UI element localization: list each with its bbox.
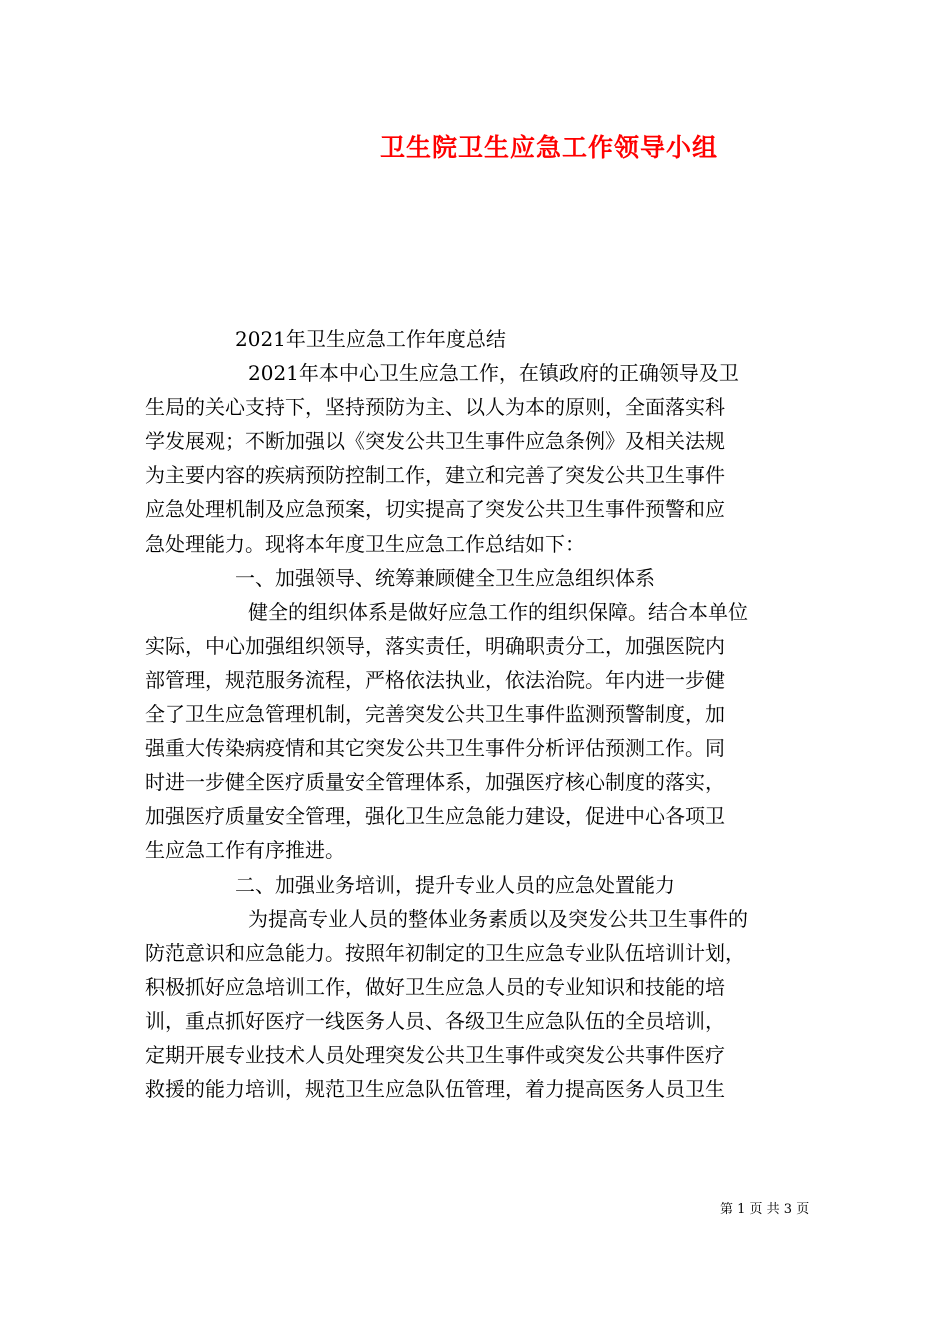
section-heading: 二、加强业务培训，提升专业人员的应急处置能力 xyxy=(235,872,675,897)
paragraph-line: 健全的组织体系是做好应急工作的组织保障。结合本单位 xyxy=(248,599,748,624)
paragraph-line: 急处理能力。现将本年度卫生应急工作总结如下： xyxy=(145,531,585,556)
paragraph-line: 防范意识和应急能力。按照年初制定的卫生应急专业队伍培训计划， xyxy=(145,940,745,965)
paragraph-line: 2021年本中心卫生应急工作，在镇政府的正确领导及卫 xyxy=(248,361,739,386)
paragraph-line: 定期开展专业技术人员处理突发公共卫生事件或突发公共事件医疗 xyxy=(145,1042,725,1067)
paragraph-line: 部管理，规范服务流程，严格依法执业，依法治院。年内进一步健 xyxy=(145,667,725,692)
section-heading: 一、加强领导、统筹兼顾健全卫生应急组织体系 xyxy=(235,565,655,590)
document-body xyxy=(145,322,810,1106)
paragraph-line: 学发展观；不断加强以《突发公共卫生事件应急条例》及相关法规 xyxy=(145,429,725,454)
paragraph-line: 救援的能力培训，规范卫生应急队伍管理，着力提高医务人员卫生 xyxy=(145,1077,725,1102)
paragraph-line: 加强医疗质量安全管理，强化卫生应急能力建设，促进中心各项卫 xyxy=(145,804,725,829)
page-number: 第 1 页 共 3 页 xyxy=(720,1202,810,1217)
paragraph-line: 时进一步健全医疗质量安全管理体系，加强医疗核心制度的落实， xyxy=(145,770,725,795)
document-title: 卫生院卫生应急工作领导小组 xyxy=(380,133,719,162)
paragraph-line: 生应急工作有序推进。 xyxy=(145,838,345,863)
paragraph-line: 生局的关心支持下，坚持预防为主、以人为本的原则，全面落实科 xyxy=(145,395,725,420)
paragraph-line: 积极抓好应急培训工作，做好卫生应急人员的专业知识和技能的培 xyxy=(145,974,725,999)
paragraph-line: 为主要内容的疾病预防控制工作，建立和完善了突发公共卫生事件 xyxy=(145,463,725,488)
paragraph-line: 强重大传染病疫情和其它突发公共卫生事件分析评估预测工作。同 xyxy=(145,736,725,761)
paragraph-line: 为提高专业人员的整体业务素质以及突发公共卫生事件的 xyxy=(248,906,748,931)
paragraph-line: 实际，中心加强组织领导，落实责任，明确职责分工，加强医院内 xyxy=(145,633,725,658)
section-heading: 2021年卫生应急工作年度总结 xyxy=(235,327,506,351)
paragraph-line: 应急处理机制及应急预案，切实提高了突发公共卫生事件预警和应 xyxy=(145,497,725,522)
paragraph-line: 训，重点抓好医疗一线医务人员、各级卫生应急队伍的全员培训， xyxy=(145,1008,725,1033)
paragraph-line: 全了卫生应急管理机制，完善突发公共卫生事件监测预警制度，加 xyxy=(145,702,725,727)
